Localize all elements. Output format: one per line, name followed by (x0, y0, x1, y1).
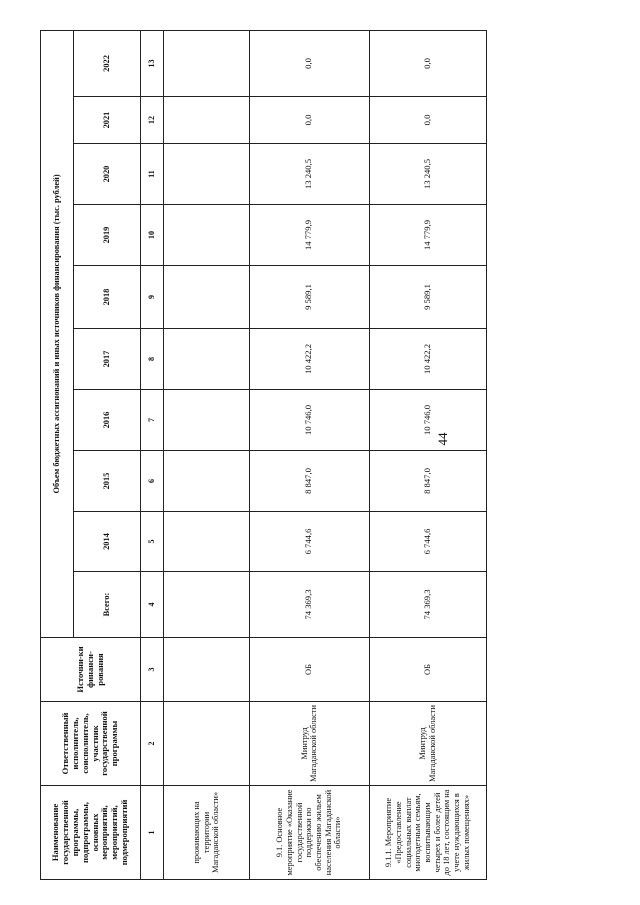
row-source (163, 638, 249, 702)
row-value: 0,0 (249, 97, 369, 144)
row-value: 10 746,0 (369, 390, 486, 451)
row-value: 6 744,6 (249, 512, 369, 572)
header-year: 2015 (74, 451, 141, 512)
row-value: 9 589,1 (369, 266, 486, 329)
row-value: 0,0 (369, 30, 486, 96)
row-value (163, 30, 249, 96)
row-value: 10 422,2 (249, 329, 369, 390)
column-number: 13 (141, 30, 164, 96)
column-number: 1 (141, 786, 164, 880)
header-year: 2020 (74, 144, 141, 205)
row-source: ОБ (369, 638, 486, 702)
column-number: 6 (141, 451, 164, 512)
table-row (369, 30, 486, 879)
row-value: 10 746,0 (249, 390, 369, 451)
column-number: 4 (141, 572, 164, 638)
column-number: 8 (141, 329, 164, 390)
row-responsible (163, 702, 249, 786)
row-value: 0,0 (249, 30, 369, 96)
header-year: 2017 (74, 329, 141, 390)
row-value: 14 779,9 (369, 205, 486, 266)
header-year: 2018 (74, 266, 141, 329)
row-total (163, 572, 249, 638)
header-year: 2014 (74, 512, 141, 572)
row-value: 6 744,6 (369, 512, 486, 572)
header-total: Всего: (74, 572, 141, 638)
page-number: 44 (435, 432, 450, 446)
row-value (163, 144, 249, 205)
column-number: 3 (141, 638, 164, 702)
table-row (163, 30, 249, 879)
row-value (163, 205, 249, 266)
header-year: 2022 (74, 30, 141, 96)
header-year: 2019 (74, 205, 141, 266)
row-name: 9.1.1. Мероприятие «Предоставление социальных выплат многодетным семьям, воспитывающим четырех и более детей до 18 лет, состоящим на учете нуждающихся в жилых помещениях» (369, 786, 486, 880)
row-value (163, 97, 249, 144)
column-number: 9 (141, 266, 164, 329)
header-source: Источни-ки финанси-рования (41, 638, 141, 702)
row-value (163, 329, 249, 390)
column-number: 10 (141, 205, 164, 266)
financing-table (40, 30, 487, 880)
column-number: 7 (141, 390, 164, 451)
header-responsible: Ответственный исполнитель, соисполнитель, участник государственной программы (41, 702, 141, 786)
row-value: 14 779,9 (249, 205, 369, 266)
row-value (163, 451, 249, 512)
row-total: 74 369,3 (249, 572, 369, 638)
row-value: 10 422,2 (369, 329, 486, 390)
header-budget-group: Объем бюджетных ассигнований и иных источников финансирования (тыс. рублей) (41, 30, 74, 637)
row-name: проживающих на территории Магаданской области» (163, 786, 249, 880)
row-value: 13 240,5 (369, 144, 486, 205)
row-value (163, 266, 249, 329)
row-value: 0,0 (369, 97, 486, 144)
row-responsible: Минтруд Магаданской области (249, 702, 369, 786)
row-value: 8 847,0 (249, 451, 369, 512)
row-value (163, 512, 249, 572)
column-number-row (141, 30, 164, 879)
row-total: 74 369,3 (369, 572, 486, 638)
row-source: ОБ (249, 638, 369, 702)
table-row (249, 30, 369, 879)
column-number: 11 (141, 144, 164, 205)
column-number: 5 (141, 512, 164, 572)
row-name: 9.1. Основное мероприятие «Оказание государственной поддержки по обеспечению жильем населения Магаданской области» (249, 786, 369, 880)
header-year: 2016 (74, 390, 141, 451)
financing-table-rotated (40, 30, 487, 880)
row-value (163, 390, 249, 451)
row-value: 13 240,5 (249, 144, 369, 205)
row-responsible: Минтруд Магаданской области (369, 702, 486, 786)
header-year: 2021 (74, 97, 141, 144)
row-value: 8 847,0 (369, 451, 486, 512)
column-number: 12 (141, 97, 164, 144)
column-number: 2 (141, 702, 164, 786)
row-value: 9 589,1 (249, 266, 369, 329)
header-name: Наименование государственной программы, подпрограммы, основных мероприятий, мероприятий, подмероприятий (41, 786, 141, 880)
